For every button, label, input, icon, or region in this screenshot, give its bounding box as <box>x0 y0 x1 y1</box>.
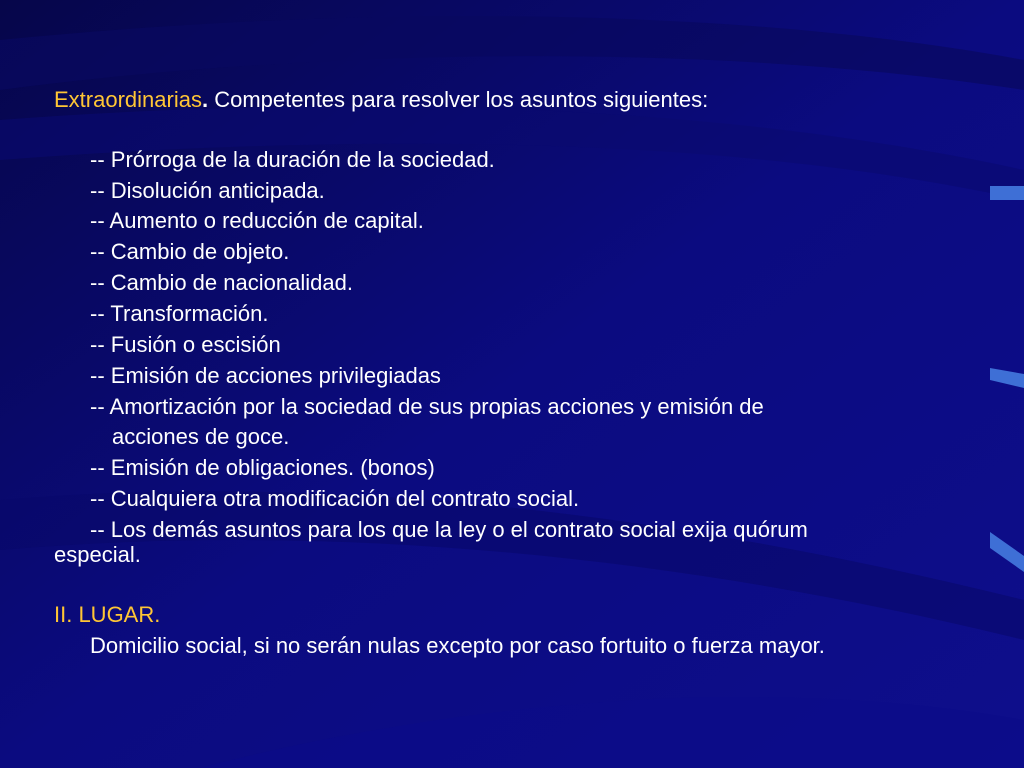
list-item: -- Emisión de acciones privilegiadas <box>90 363 441 388</box>
list-item: -- Disolución anticipada. <box>90 178 325 203</box>
list-item: -- Amortización por la sociedad de sus propias acciones y emisión de <box>90 394 764 419</box>
list-item: -- Prórroga de la duración de la sociedad. <box>90 147 495 172</box>
list-item: -- Transformación. <box>90 301 269 326</box>
heading-period: . <box>201 87 209 112</box>
list-item-continuation: acciones de goce. <box>112 424 290 449</box>
slide-heading <box>54 87 708 113</box>
section-title: II. LUGAR. <box>54 602 161 627</box>
list-item: -- Fusión o escisión <box>90 332 281 357</box>
list-item: -- Los demás asuntos para los que la ley o el contrato social exija quórum <box>90 517 808 542</box>
list-item: -- Cambio de nacionalidad. <box>90 270 353 295</box>
list-item-continuation: especial. <box>54 542 141 567</box>
list-item: -- Cambio de objeto. <box>90 239 290 264</box>
list-item: -- Emisión de obligaciones. (bonos) <box>90 455 435 480</box>
heading-text: Competentes para resolver los asuntos siguientes: <box>208 87 709 112</box>
list-item: -- Aumento o reducción de capital. <box>90 208 424 233</box>
heading-accent: Extraordinarias <box>54 87 202 112</box>
list-item: -- Cualquiera otra modificación del contrato social. <box>90 486 580 511</box>
section-body: Domicilio social, si no serán nulas excepto por caso fortuito o fuerza mayor. <box>90 633 825 658</box>
